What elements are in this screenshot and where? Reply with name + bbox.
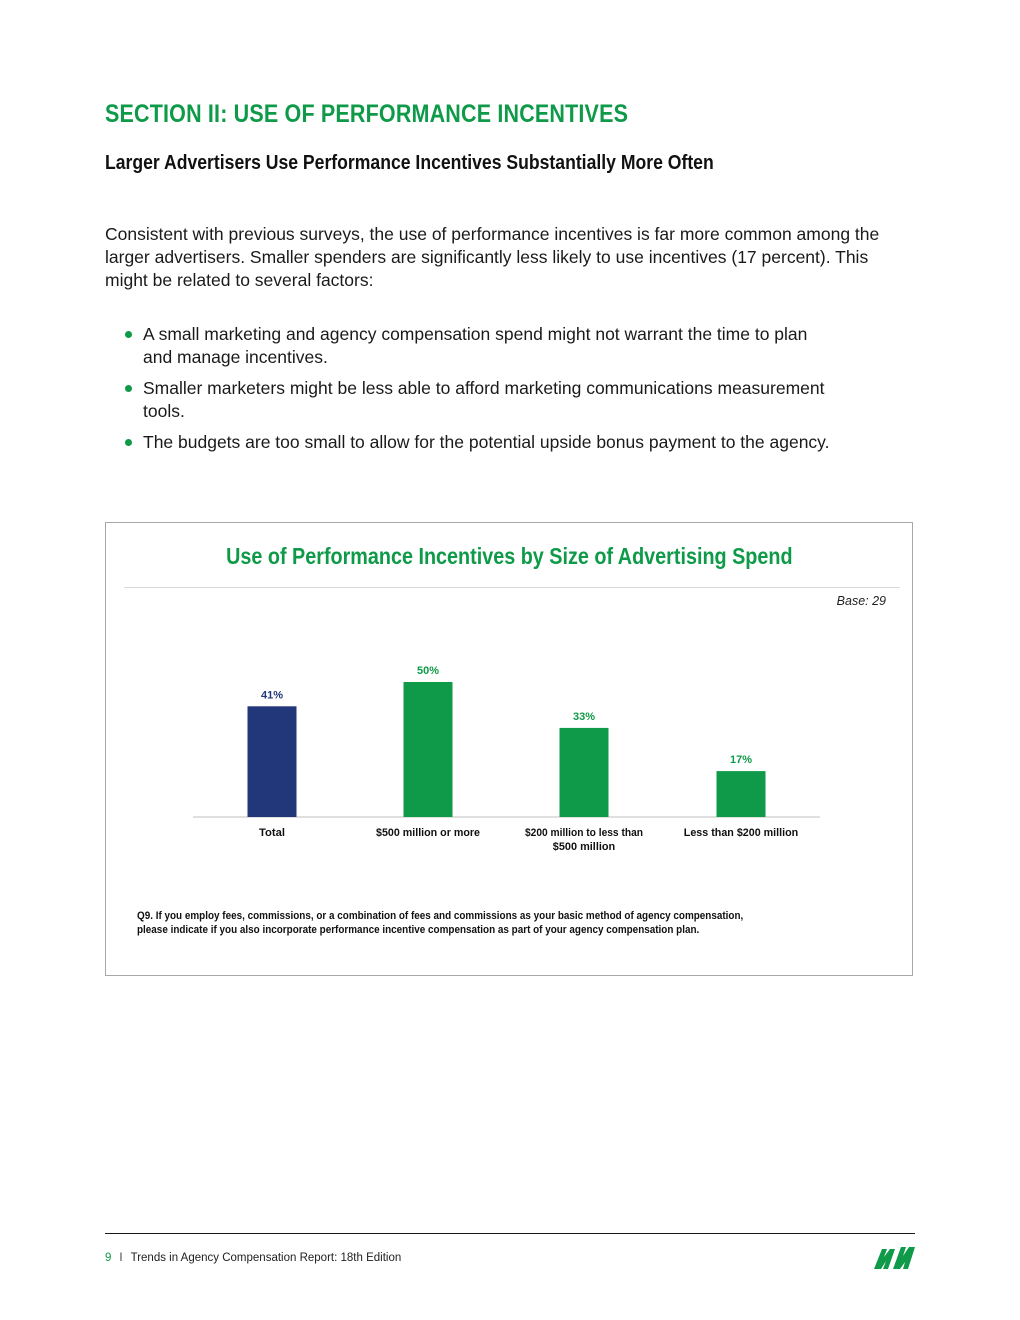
bullet-dot-icon (125, 439, 132, 446)
report-title: Trends in Agency Compensation Report: 18th Edition (130, 1252, 402, 1264)
category-tick-label: $500 million or more (376, 827, 480, 839)
bullet-text: Smaller marketers might be less able to afford marketing communications measurement tools. (143, 378, 825, 421)
page-number: 9 (105, 1252, 112, 1264)
svg-text:ANA: ANA (879, 1267, 882, 1268)
list-item (105, 323, 835, 369)
bullet-text: A small marketing and agency compensation spend might not warrant the time to plan and manage incentives. (143, 324, 808, 367)
chart-panel (105, 522, 913, 976)
category-tick-label: Total (259, 827, 285, 839)
category-tick-label: $200 million to less than (525, 827, 644, 839)
category-tick-label: Less than $200 million (683, 827, 799, 839)
section-subtitle: Larger Advertisers Use Performance Incentives Substantially More Often (105, 152, 714, 174)
page-footer (105, 1252, 401, 1264)
bar-value-label: 41% (260, 689, 284, 702)
chart-footnote: Q9. If you employ fees, commissions, or a combination of fees and commissions as your basic method of agency compensation, please indicate if you also incorporate performance incentive compensation as part of your agency compensation plan. (137, 910, 744, 936)
bar-value-label: 50% (416, 665, 440, 677)
footer-separator: I (119, 1252, 123, 1264)
bullet-text: The budgets are too small to allow for the potential upside bonus payment to the agency. (143, 432, 830, 452)
bullet-dot-icon (125, 385, 132, 392)
factor-list (105, 323, 835, 462)
bar-4 (717, 771, 766, 817)
bar-value-label: 17% (729, 754, 753, 767)
list-item (105, 377, 835, 423)
bar-chart (106, 523, 912, 975)
footer-divider (105, 1233, 915, 1234)
bullet-dot-icon (125, 331, 132, 338)
section-title: SECTION II: USE OF PERFORMANCE INCENTIVES (105, 100, 629, 128)
bar-1 (248, 706, 297, 817)
bar-2 (404, 682, 453, 817)
intro-paragraph: Consistent with previous surveys, the use of performance incentives is far more common among the larger advertisers. Smaller spenders are significantly less likely to use incentives (17 percent). This might be related to several factors: (105, 224, 880, 290)
chart-title: Use of Performance Incentives by Size of Advertising Spend (225, 543, 793, 569)
bar-value-label: 33% (572, 710, 596, 723)
chart-base-note: Base: 29 (836, 594, 886, 608)
list-item (105, 431, 835, 454)
ana-logo-icon (873, 1243, 917, 1271)
category-tick-label: $500 million (552, 841, 616, 853)
bar-3 (560, 728, 609, 817)
